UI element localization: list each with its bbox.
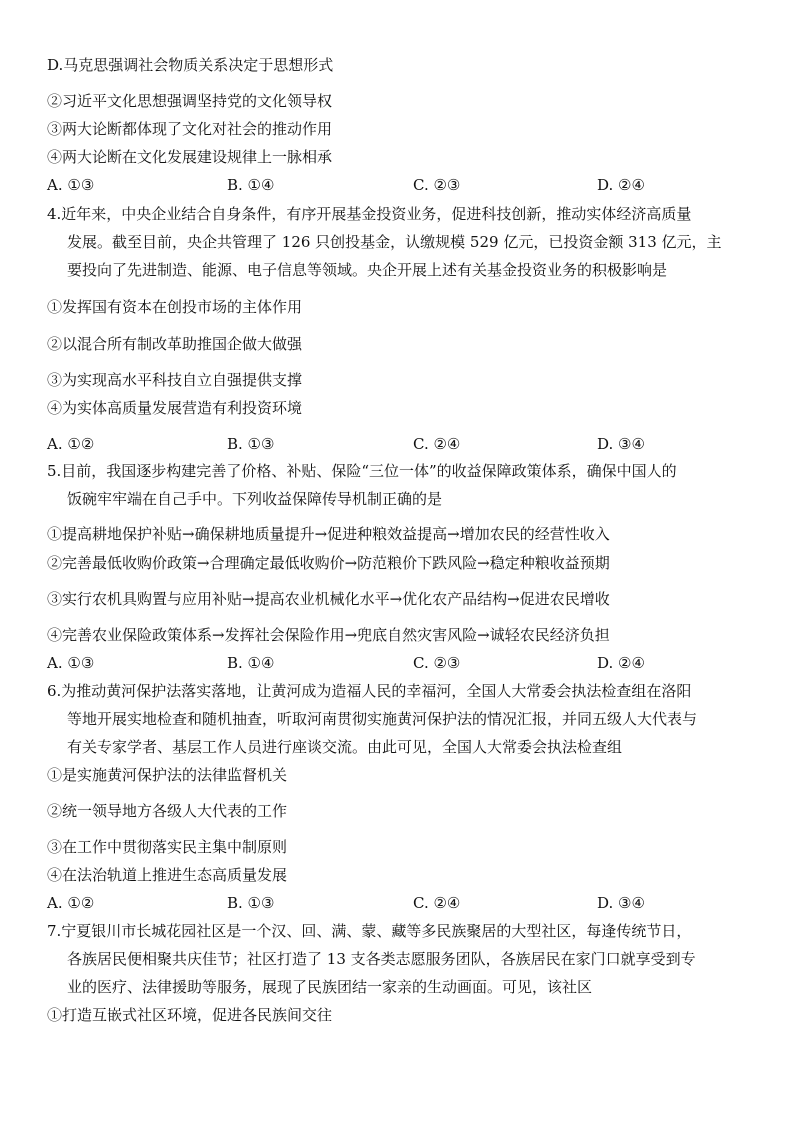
q6-statement-2: ②统一领导地方各级人大代表的工作: [47, 802, 288, 820]
q7-statement-1: ①打造互嵌式社区环境，促进各民族间交往: [47, 1006, 333, 1024]
q7-stem-line1: 7.宁夏银川市长城花园社区是一个汉、回、满、蒙、藏等多民族聚居的大型社区，每逢传统节日，: [47, 922, 692, 940]
q5-statement-3: ③实行农机具购置与应用补贴→提高农业机械化水平→优化农产品结构→促进农民增收: [47, 590, 610, 608]
q4-stem-line2: 发展。截至目前，央企共管理了 126 只创投基金，认缴规模 529 亿元，已投资金额 313 亿元，主: [67, 233, 722, 251]
q7-stem-line3: 业的医疗、法律援助等服务，展现了民族团结一家亲的生动画面。可见，该社区: [67, 978, 593, 996]
q5-answer-options: [47, 652, 747, 674]
q6-statement-1: ①是实施黄河保护法的法律监督机关: [47, 766, 288, 784]
q4-stem-line3: 要投向了先进制造、能源、电子信息等领域。央企开展上述有关基金投资业务的积极影响是: [67, 261, 668, 279]
q5-statement-4: ④完善农业保险政策体系→发挥社会保险作用→兜底自然灾害风险→诚轻农民经济负担: [47, 626, 610, 644]
q4-option-d[interactable]: D. ③④: [597, 435, 645, 453]
q6-statement-3: ③在工作中贯彻落实民主集中制原则: [47, 838, 288, 856]
q6-answer-options: [47, 892, 747, 914]
q6-stem-line2: 等地开展实地检查和随机抽查，听取河南贯彻实施黄河保护法的情况汇报，并同五级人大代表与: [67, 710, 698, 728]
q4-stem-line1: 4.近年来，中央企业结合自身条件，有序开展基金投资业务，促进科技创新，推动实体经济高质量: [47, 205, 692, 223]
q4-statement-3: ③为实现高水平科技自立自强提供支撑: [47, 371, 303, 389]
q3-option-b[interactable]: B. ①④: [227, 176, 275, 194]
q5-option-b[interactable]: B. ①④: [227, 654, 275, 672]
q6-option-d[interactable]: D. ③④: [597, 894, 645, 912]
q4-option-a[interactable]: A. ①②: [47, 435, 95, 453]
q5-stem-line1: 5.目前，我国逐步构建完善了价格、补贴、保险“三位一体”的收益保障政策体系，确保中国人的: [47, 462, 677, 480]
q3-answer-options: [47, 174, 747, 196]
q5-option-c[interactable]: C. ②③: [413, 654, 461, 672]
q6-option-a[interactable]: A. ①②: [47, 894, 95, 912]
q4-answer-options: [47, 433, 747, 455]
q3-option-a[interactable]: A. ①③: [47, 176, 95, 194]
q6-stem-line1: 6.为推动黄河保护法落实落地，让黄河成为造福人民的幸福河，全国人大常委会执法检查组在洛阳: [47, 682, 692, 700]
q6-option-b[interactable]: B. ①③: [227, 894, 275, 912]
q4-statement-1: ①发挥国有资本在创投市场的主体作用: [47, 298, 303, 316]
q5-statement-1: ①提高耕地保护补贴→确保耕地质量提升→促进种粮效益提高→增加农民的经营性收入: [47, 525, 610, 543]
q4-option-c[interactable]: C. ②④: [413, 435, 461, 453]
q5-stem-line2: 饭碗牢牢端在自己手中。下列收益保障传导机制正确的是: [67, 490, 443, 508]
q3-option-d-text: D.马克思强调社会物质关系决定于思想形式: [47, 56, 334, 74]
q3-option-c[interactable]: C. ②③: [413, 176, 461, 194]
q4-statement-4: ④为实体高质量发展营造有利投资环境: [47, 399, 303, 417]
q5-option-a[interactable]: A. ①③: [47, 654, 95, 672]
q4-statement-2: ②以混合所有制改革助推国企做大做强: [47, 335, 303, 353]
q3-statement-3: ③两大论断都体现了文化对社会的推动作用: [47, 120, 333, 138]
q6-stem-line3: 有关专家学者、基层工作人员进行座谈交流。由此可见，全国人大常委会执法检查组: [67, 738, 623, 756]
q7-stem-line2: 各族居民便相聚共庆佳节；社区打造了 13 支各类志愿服务团队，各族居民在家门口就享受到专: [67, 950, 696, 968]
q5-statement-2: ②完善最低收购价政策→合理确定最低收购价→防范粮价下跌风险→稳定种粮收益预期: [47, 554, 610, 572]
q5-option-d[interactable]: D. ②④: [597, 654, 645, 672]
q3-statement-2: ②习近平文化思想强调坚持党的文化领导权: [47, 92, 333, 110]
q6-option-c[interactable]: C. ②④: [413, 894, 461, 912]
q3-statement-4: ④两大论断在文化发展建设规律上一脉相承: [47, 148, 333, 166]
q4-option-b[interactable]: B. ①③: [227, 435, 275, 453]
q3-option-d[interactable]: D. ②④: [597, 176, 645, 194]
q6-statement-4: ④在法治轨道上推进生态高质量发展: [47, 866, 288, 884]
